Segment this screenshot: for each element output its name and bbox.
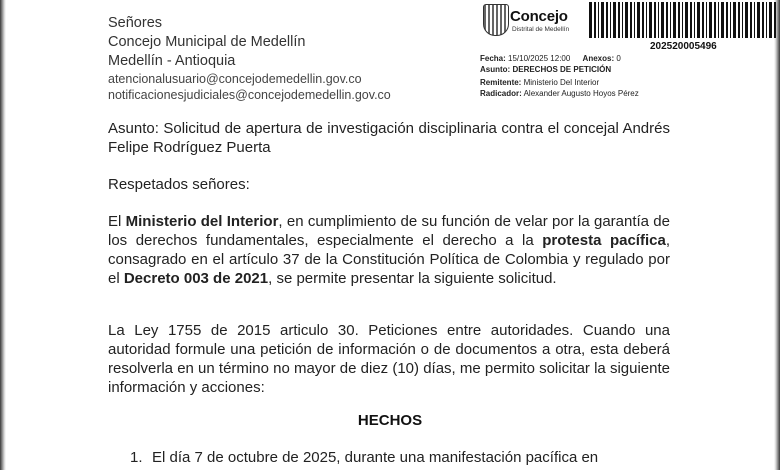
section-heading-hechos: HECHOS <box>357 412 423 429</box>
barcode-bar <box>637 2 640 38</box>
concejo-shield-icon <box>483 4 509 36</box>
barcode-bar <box>642 2 644 38</box>
barcode-bar <box>721 2 724 38</box>
barcode-bar <box>754 2 755 38</box>
stamp-radicador-label: Radicador: <box>480 88 522 98</box>
stamp-remitente-label: Remitente: <box>480 78 522 87</box>
barcode-bar <box>661 2 664 38</box>
barcode-bar <box>774 2 776 38</box>
filing-stamp <box>474 2 778 120</box>
greeting: Respetados señores: <box>108 176 250 193</box>
fact-text: El día 7 de octubre de 2025, durante una manifestación pacífica en <box>152 449 599 466</box>
subject-line <box>108 119 670 157</box>
barcode-bar <box>766 2 767 38</box>
filing-number: 202520005496 <box>650 41 717 52</box>
barcode-bar <box>630 2 632 38</box>
barcode-bar <box>762 2 764 38</box>
barcode-bar <box>589 2 592 38</box>
barcode-bar <box>658 2 659 38</box>
barcode-bar <box>625 2 628 38</box>
para1-text-4: , se permite presentar la siguiente solicitud. <box>268 270 557 287</box>
barcode-bar <box>733 2 736 38</box>
fact-number: 1. <box>130 449 143 466</box>
recipient-salutation: Señores <box>108 15 163 31</box>
barcode-bar <box>613 2 616 38</box>
para1-bold-ministerio: Ministerio del Interior <box>125 213 279 230</box>
recipient-block <box>108 14 391 103</box>
stamp-anexos-label: Anexos: <box>582 54 615 63</box>
barcode-bar <box>690 2 692 38</box>
paragraph-legal-basis: La Ley 1755 de 2015 articulo 30. Peticiones entre autoridades. Cuando una autoridad formule una petición de información o de documentos a otra, esta deberá resolverla en un término no mayor de diez (10) días, me permito solicitar la siguiente información y acciones: <box>108 322 670 396</box>
barcode-bar <box>654 2 656 38</box>
barcode-bar <box>606 2 608 38</box>
barcode-bar <box>666 2 668 38</box>
barcode-bar <box>738 2 740 38</box>
stamp-remitente-value: Ministerio Del Interior <box>523 78 600 87</box>
barcode-bar <box>769 2 772 38</box>
para1-bold-decreto: Decreto 003 de 2021 <box>123 270 269 287</box>
stamp-fecha-label: Fecha: <box>480 54 506 63</box>
barcode-bar <box>678 2 680 38</box>
barcode-bar <box>594 2 596 38</box>
barcode-bar <box>649 2 652 38</box>
stamp-logo-title: Concejo <box>510 8 568 25</box>
recipient-email-2: notificacionesjudiciales@concejodemedellin.gov.co <box>108 88 391 102</box>
barcode-bar <box>706 2 707 38</box>
barcode-bar <box>601 2 604 38</box>
barcode-bar <box>742 2 743 38</box>
barcode-bar <box>598 2 599 38</box>
barcode-bar <box>673 2 676 38</box>
para1-text-2: , en cumplimiento de su función de velar por la garantía de los derechos fundamentales, especialmente el derecho a la <box>108 213 670 249</box>
barcode-bar <box>745 2 748 38</box>
barcode-bar <box>726 2 728 38</box>
barcode-bar <box>682 2 683 38</box>
barcode-bar <box>634 2 635 38</box>
recipient-city: Medellín - Antioquia <box>108 53 236 69</box>
barcode-bar <box>730 2 731 38</box>
stamp-details <box>480 54 639 99</box>
barcode-bar <box>646 2 647 38</box>
stamp-asunto-value: DERECHOS DE PETICIÓN <box>512 64 612 74</box>
recipient-institution: Concejo Municipal de Medellín <box>108 34 306 50</box>
barcode-bar <box>718 2 719 38</box>
barcode-bar <box>697 2 700 38</box>
barcode-bar <box>670 2 671 38</box>
scan-edge-left <box>0 0 6 470</box>
barcode-bar <box>618 2 620 38</box>
para1-text-1: El <box>108 213 126 230</box>
stamp-asunto-label: Asunto: <box>480 64 511 74</box>
barcode-bar <box>694 2 695 38</box>
barcode-bar <box>757 2 760 38</box>
barcode-bar <box>702 2 704 38</box>
stamp-fecha-value: 15/10/2025 12:00 <box>508 54 571 63</box>
fact-item <box>130 448 598 467</box>
barcode-bar <box>622 2 623 38</box>
barcode-icon <box>589 2 777 38</box>
barcode-bar <box>685 2 688 38</box>
para1-bold-protesta: protesta pacífica <box>542 232 666 249</box>
stamp-radicador-value: Alexander Augusto Hoyos Pérez <box>523 88 639 98</box>
barcode-bar <box>709 2 712 38</box>
barcode-bar <box>714 2 716 38</box>
subject-text: Asunto: Solicitud de apertura de investigación disciplinaria contra el concejal Andrés Felipe Rodríguez Puerta <box>108 120 670 156</box>
barcode-bar <box>750 2 752 38</box>
stamp-logo-subtitle: Distrital de Medellín <box>512 26 570 33</box>
recipient-email-1: atencionalusuario@concejodemedellin.gov.co <box>108 72 362 86</box>
stamp-anexos-value: 0 <box>616 54 621 63</box>
barcode-bar <box>610 2 611 38</box>
paragraph-intro <box>108 212 670 288</box>
para1-text-3: , consagrado en el artículo 37 de la Constitución Política de Colombia y regulado por el <box>108 232 670 287</box>
